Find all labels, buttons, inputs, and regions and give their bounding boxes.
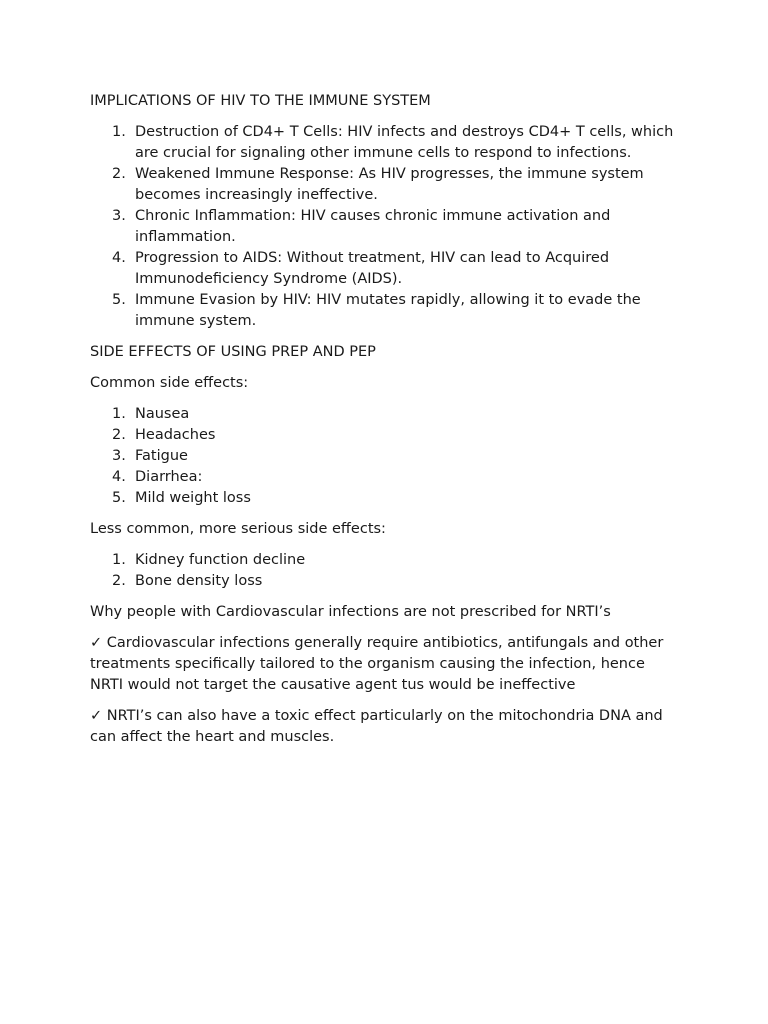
- document-page: [90, 91, 680, 758]
- list-item-text: Diarrhea:: [135, 469, 203, 485]
- implications-heading: IMPLICATIONS OF HIV TO THE IMMUNE SYSTEM: [90, 93, 431, 109]
- list-item-text: Fatigue: [135, 448, 188, 464]
- list-item: [90, 404, 680, 425]
- implications-list: [90, 122, 680, 332]
- list-item-text: Kidney function decline: [135, 552, 306, 568]
- list-item-text: Chronic Inflammation: HIV causes chronic immune activation and inflammation.: [135, 208, 611, 245]
- list-number: 2.: [112, 427, 126, 443]
- list-number: 4.: [112, 250, 126, 266]
- list-number: 2.: [112, 573, 126, 589]
- list-number: 3.: [112, 208, 126, 224]
- list-item: [90, 206, 680, 248]
- list-item-text: Progression to AIDS: Without treatment, HIV can lead to Acquired Immunodeficiency Syndrome (AIDS).: [135, 250, 610, 287]
- list-item-text: Headaches: [135, 427, 216, 443]
- list-item: [90, 425, 680, 446]
- common-side-effects-list: [90, 404, 680, 509]
- list-item: [90, 164, 680, 206]
- list-number: 5.: [112, 292, 126, 308]
- list-item: [90, 248, 680, 290]
- list-number: 3.: [112, 448, 126, 464]
- list-item-text: Weakened Immune Response: As HIV progresses, the immune system becomes increasingly ineffective.: [135, 166, 644, 203]
- serious-side-effects-list: [90, 550, 680, 592]
- serious-side-effects-label: Less common, more serious side effects:: [90, 521, 386, 537]
- nrti-point: ✓ Cardiovascular infections generally require antibiotics, antifungals and other treatments specifically tailored to the organism causing the infection, hence NRTI would not target the causative agent tus would be ineffective: [90, 635, 664, 693]
- list-item-text: Immune Evasion by HIV: HIV mutates rapidly, allowing it to evade the immune system.: [135, 292, 641, 329]
- list-number: 1.: [112, 124, 126, 140]
- list-number: 5.: [112, 490, 126, 506]
- list-number: 4.: [112, 469, 126, 485]
- list-item: [90, 550, 680, 571]
- list-item-text: Mild weight loss: [135, 490, 251, 506]
- list-number: 1.: [112, 552, 126, 568]
- list-item-text: Destruction of CD4+ T Cells: HIV infects and destroys CD4+ T cells, which are crucial for signaling other immune cells to respond to infections.: [135, 124, 674, 161]
- list-number: 2.: [112, 166, 126, 182]
- list-item: [90, 122, 680, 164]
- list-item: [90, 290, 680, 332]
- side-effects-heading: SIDE EFFECTS OF USING PREP AND PEP: [90, 344, 376, 360]
- list-item-text: Nausea: [135, 406, 190, 422]
- list-item-text: Bone density loss: [135, 573, 263, 589]
- common-side-effects-label: Common side effects:: [90, 375, 249, 391]
- nrti-point: ✓ NRTI’s can also have a toxic effect particularly on the mitochondria DNA and can affect the heart and muscles.: [90, 708, 663, 745]
- list-item: [90, 467, 680, 488]
- list-number: 1.: [112, 406, 126, 422]
- nrti-heading: Why people with Cardiovascular infections are not prescribed for NRTI’s: [90, 604, 611, 620]
- list-item: [90, 446, 680, 467]
- list-item: [90, 488, 680, 509]
- list-item: [90, 571, 680, 592]
